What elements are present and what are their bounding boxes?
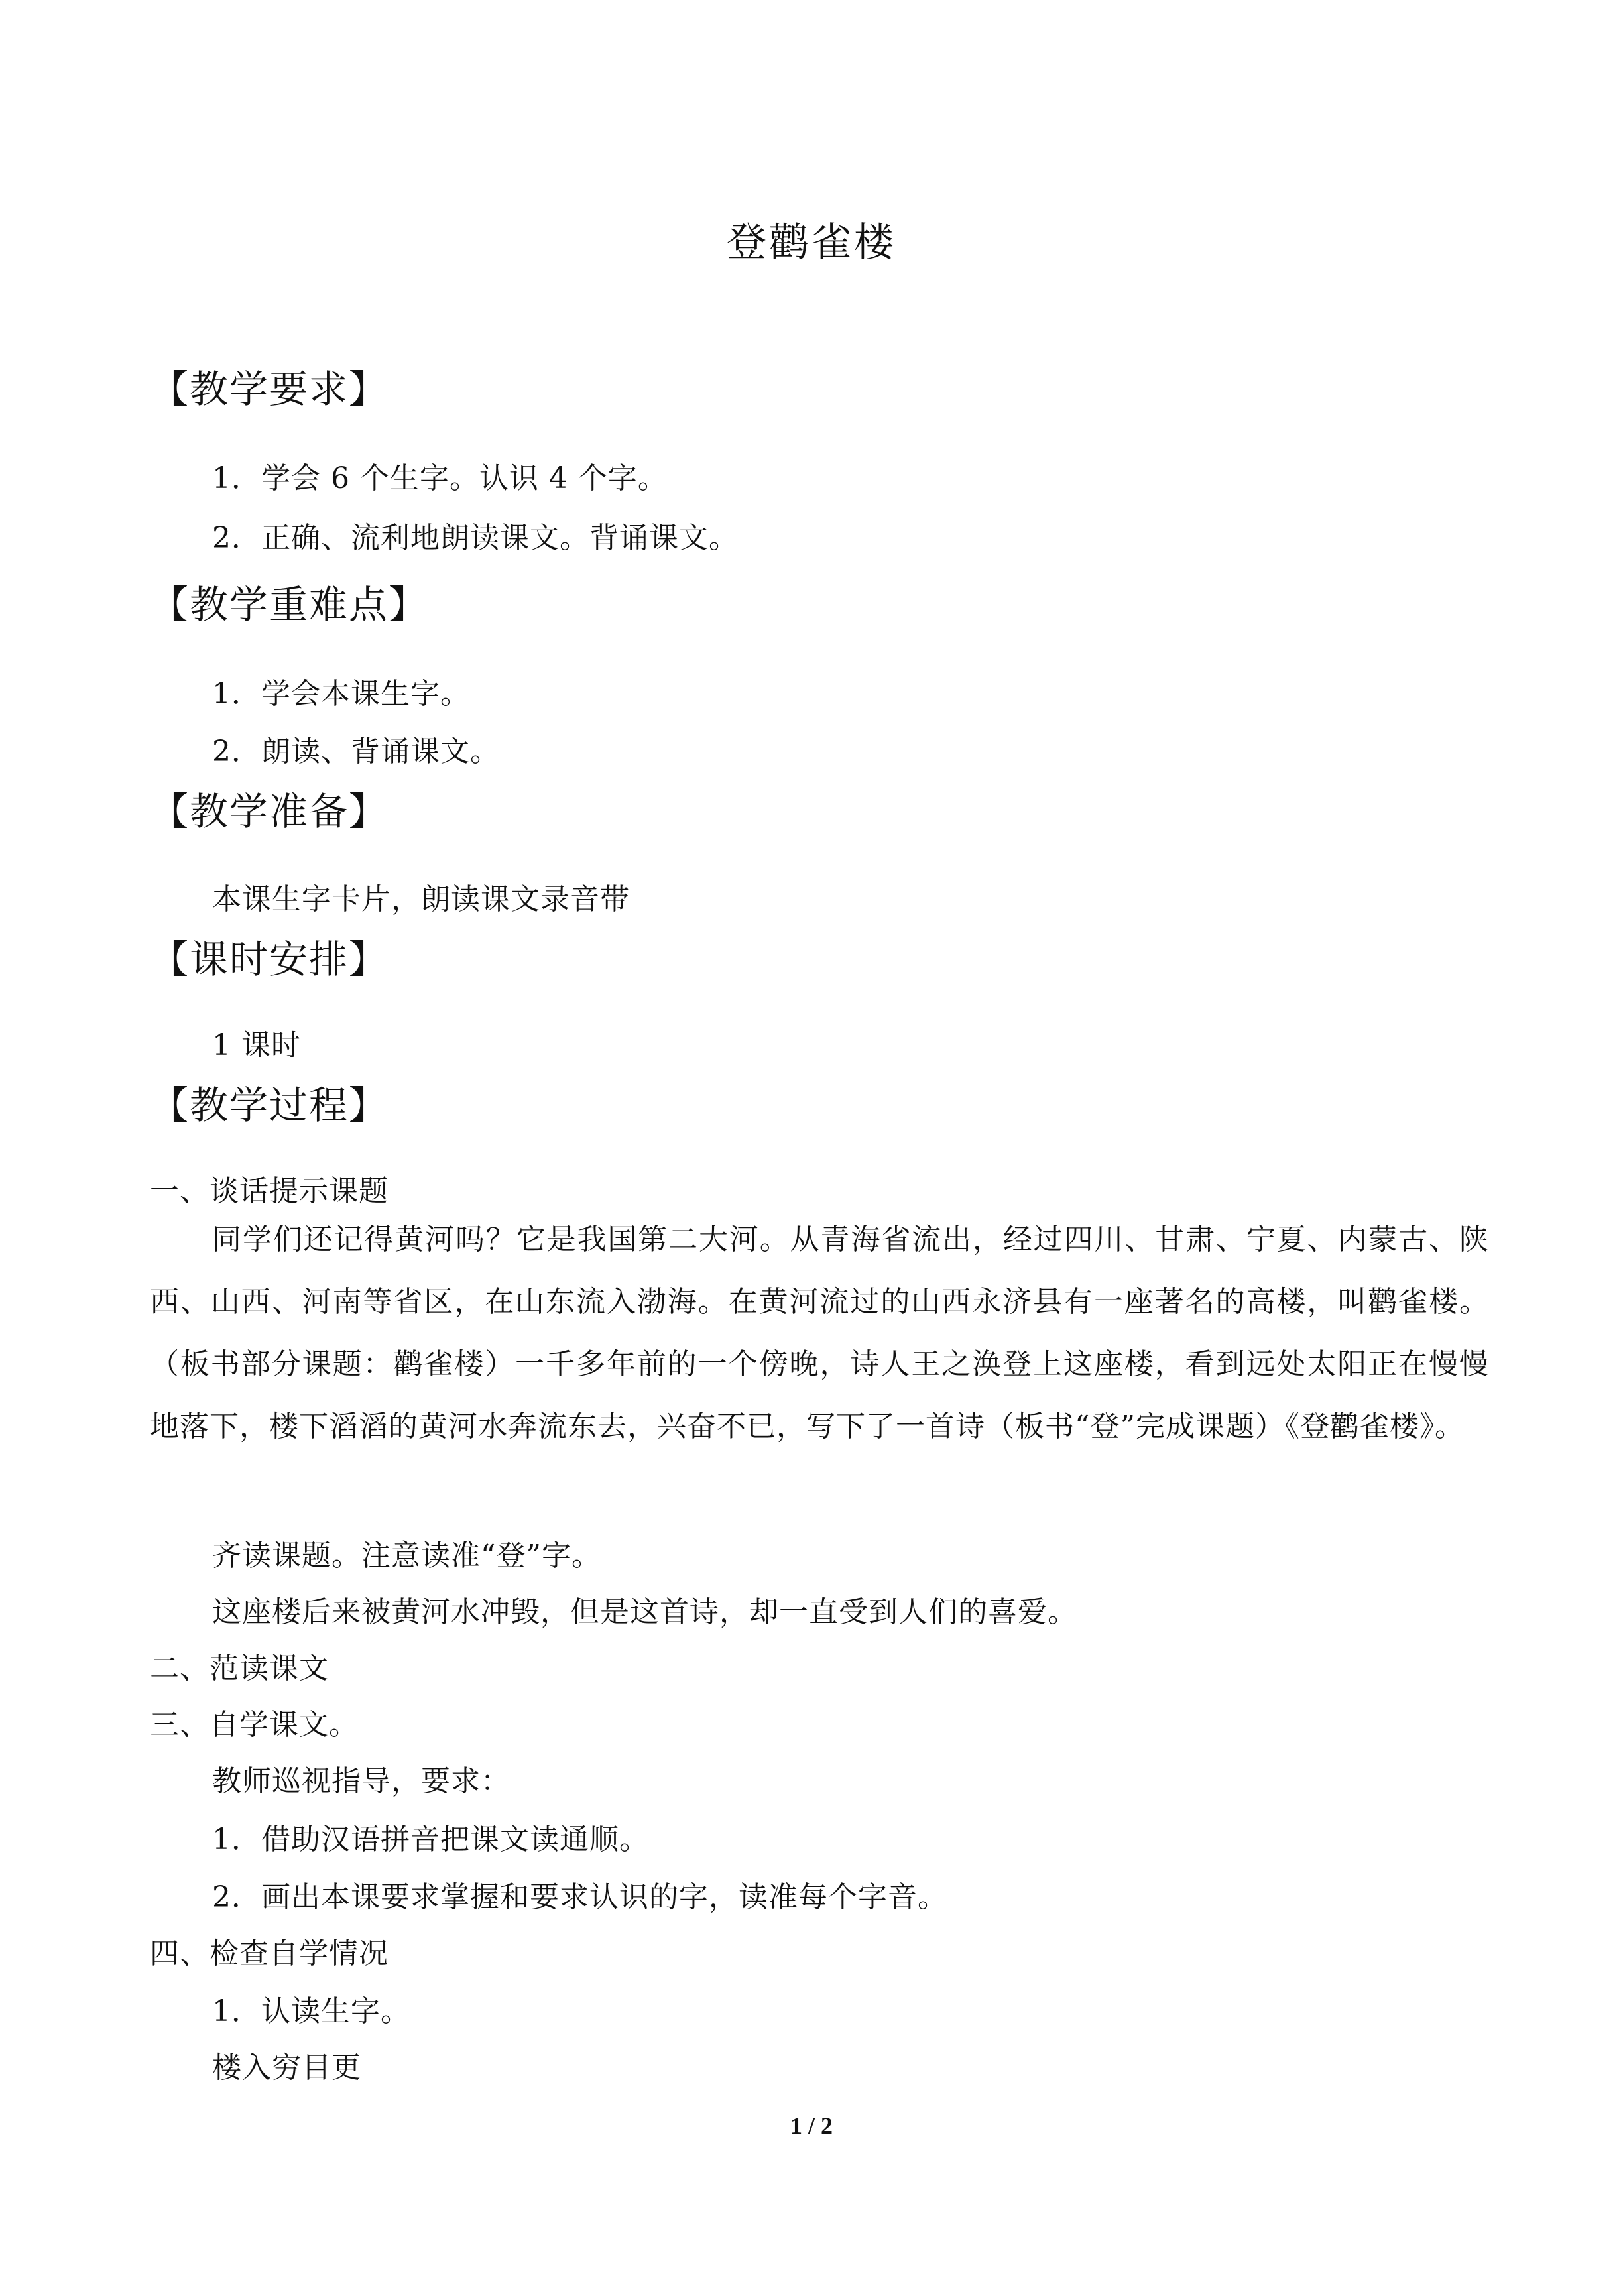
step-2-title: 二、范读课文	[150, 1652, 329, 1685]
step-3-item: 1．借助汉语拼音把课文读通顺。	[212, 1823, 649, 1856]
section-heading-process: 【教学过程】	[150, 1083, 389, 1128]
step-1-paragraph: 同学们还记得黄河吗？它是我国第二大河。从青海省流出，经过四川、甘肃、宁夏、内蒙古、陕西、山西、河南等省区，在山东流入渤海。在黄河流过的山西永济县有一座著名的高楼，叫鹳雀楼。（板书部分课题：鹳雀楼）一千多年前的一个傍晚，诗人王之涣登上这座楼，看到远处太阳正在慢慢地落下，楼下滔滔的黄河水奔流东去，兴奋不已，写下了一首诗（板书“登”完成课题）《登鹳雀楼》。	[150, 1223, 1489, 1443]
section-heading-key-points: 【教学重难点】	[150, 582, 429, 627]
step-4-chars: 楼入穷目更	[212, 2051, 361, 2085]
preparation-text: 本课生字卡片，朗读课文录音带	[212, 882, 630, 916]
document-title: 登鹳雀楼	[727, 219, 896, 266]
step-3-item: 2．画出本课要求掌握和要求认识的字，读准每个字音。	[212, 1880, 947, 1914]
step-4-item: 1．认读生字。	[212, 1994, 410, 2028]
section-heading-schedule: 【课时安排】	[150, 937, 389, 982]
step-3-intro: 教师巡视指导，要求：	[212, 1764, 511, 1798]
page-indicator: 1 / 2	[790, 2112, 833, 2139]
step-1-line: 这座楼后来被黄河水冲毁，但是这首诗，却一直受到人们的喜爱。	[212, 1595, 1077, 1629]
requirement-item: 2．正确、流利地朗读课文。背诵课文。	[212, 521, 739, 555]
requirement-item: 1．学会 6 个生字。认识 4 个字。	[212, 461, 668, 495]
step-3-title: 三、自学课文。	[150, 1708, 359, 1742]
key-point-item: 2．朗读、背诵课文。	[212, 735, 500, 768]
schedule-text: 1 课时	[212, 1028, 301, 1062]
step-1-line: 齐读课题。注意读准“登”字。	[212, 1539, 601, 1573]
step-1-title: 一、谈话提示课题	[150, 1174, 389, 1208]
step-4-title: 四、检查自学情况	[150, 1937, 389, 1970]
key-point-item: 1．学会本课生字。	[212, 677, 470, 711]
section-heading-requirements: 【教学要求】	[150, 367, 389, 412]
section-heading-preparation: 【教学准备】	[150, 789, 389, 834]
